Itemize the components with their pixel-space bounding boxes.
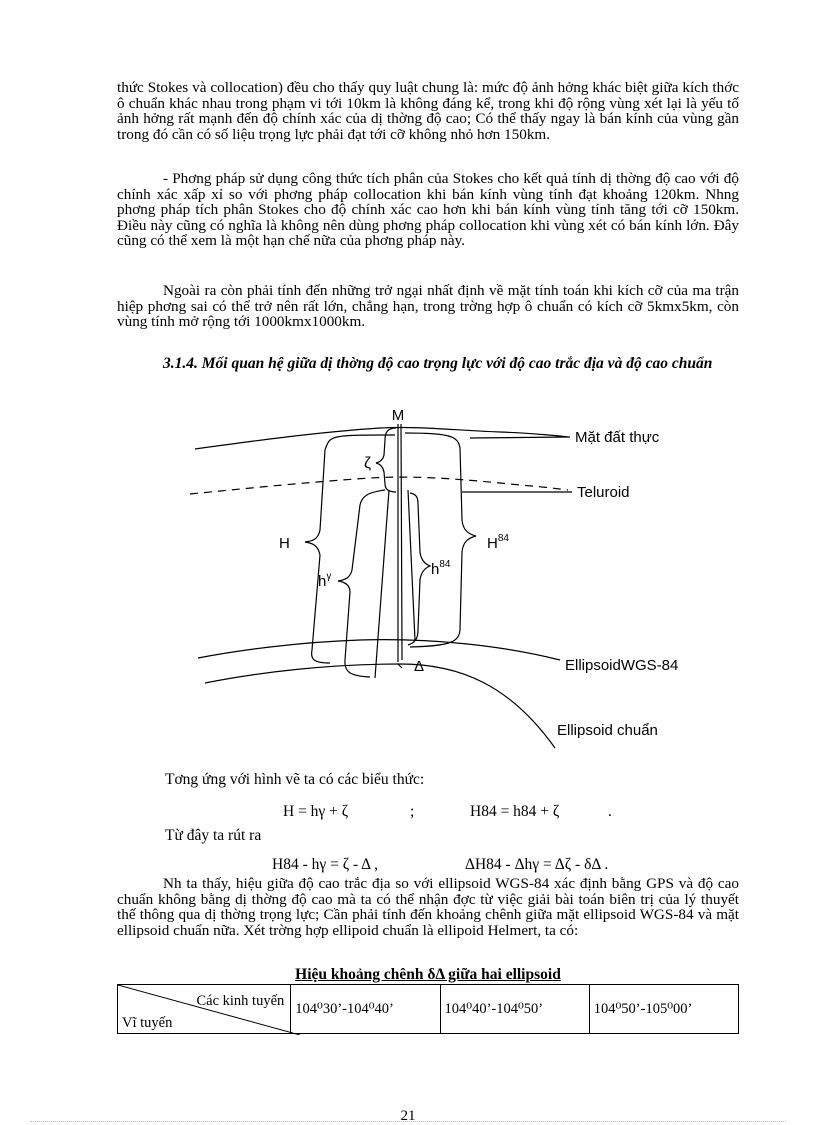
ellipsoid-wgs84-label: EllipsoidWGS-84 xyxy=(565,657,679,674)
text-correspond: Tơng ứng với hình vẽ ta có các biểu thức: xyxy=(165,771,425,788)
terrain-surface-line xyxy=(195,427,568,449)
text-derive: Từ đây ta rút ra xyxy=(165,827,262,844)
brace-h-gamma xyxy=(338,490,385,677)
paragraph-stokes-method: - Phơng pháp sử dụng công thức tích phân của Stokes cho kết quả tính dị thờng độ cao với độ chính xác xấp xỉ so với phơng pháp collocation khi bán kính vùng tính đạt khoảng 120km. Nhng phơng pháp tích phân Stokes cho độ chính xác cao hơn khi bán kính vùng tính tăng tới cỡ 150km. Điều này cũng có nghĩa là không nên dùng phơng pháp collocation khi vùng xét có bán kính lớn. Đây cũng có thể xem là một hạn chế nữa của phơng pháp này. xyxy=(117,170,739,250)
surface-label: Mặt đất thực xyxy=(575,429,660,446)
teluroid-label: Teluroid xyxy=(577,484,630,501)
table-column-header: 104⁰30’-104⁰40’ xyxy=(291,985,440,1034)
brace-H84 xyxy=(405,433,476,647)
H84-label: $H^{84}$ xyxy=(487,533,509,552)
ellipsoid-difference-table xyxy=(117,984,739,1034)
h84-label: $h^{84}$ xyxy=(431,559,451,578)
point-label-m: M xyxy=(391,407,405,424)
normal-line-right xyxy=(408,490,415,640)
equation-2-right: ΔH84 - Δhγ = Δζ - δΔ . xyxy=(465,856,609,873)
table-title: Hiệu khoảng chênh δΔ giữa hai ellipsoid xyxy=(295,966,561,983)
equation-1-separator: ; xyxy=(410,803,415,820)
normal-line-left xyxy=(375,490,389,678)
table-column-header: 104⁰40’-104⁰50’ xyxy=(440,985,589,1034)
page-number: 21 xyxy=(400,1108,416,1124)
ellipsoid-standard-line xyxy=(205,664,555,748)
ellipsoid-wgs84-line xyxy=(198,640,560,660)
table-column-header: 104⁰50’-105⁰00’ xyxy=(589,985,738,1034)
delta-symbol: Δ xyxy=(414,658,425,675)
brace-zeta xyxy=(376,428,396,492)
ellipsoid-standard-label: Ellipsoid chuẩn xyxy=(557,722,658,739)
H-label: H xyxy=(279,535,290,552)
table-corner-cell xyxy=(118,985,291,1034)
equation-1-left: H = hγ + ζ xyxy=(283,803,349,820)
equation-1-right: H84 = h84 + ζ xyxy=(470,803,560,820)
brace-H xyxy=(305,435,395,663)
paragraph-matrix-limit: Ngoài ra còn phải tính đến những trở ngại nhất định về mặt tính toán khi kích cỡ của ma trận hiệp phơng sai có thể trở nên rất lớn, chẳng hạn, trong trờng hợp ô chuẩn có kích cỡ 5kmx5km, còn vùng tính mở rộng tới 1000kmx1000km. xyxy=(117,282,739,331)
equation-2-left: H84 - hγ = ζ - Δ , xyxy=(272,856,379,873)
height-diagram xyxy=(0,400,816,760)
equation-1-end: . xyxy=(608,803,612,820)
zeta-symbol: ζ xyxy=(364,455,372,472)
paragraph-intro: thức Stokes và collocation) đều cho thấy quy luật chung là: mức độ ảnh hởng khác biệt giữa kích thớc ô chuẩn khác nhau trong phạm vi tới 10km là không đáng kể, trong khi độ rộng vùng xét lại là yếu tố ảnh hởng rất mạnh đến độ chính xác của dị thờng độ cao; Có thể thấy ngay là bán kính của vùng gần trong đó cần có số liệu trọng lực phải đạt tới cỡ không nhỏ hơn 150km. xyxy=(117,79,739,143)
paragraph-gps-difference: Nh ta thấy, hiệu giữa độ cao trắc địa so với ellipsoid WGS-84 xác định bằng GPS và độ cao chuẩn không bằng dị thờng độ cao mà ta có thể nhận đợc từ việc giải bài toán biên trị của lý thuyết thế thông qua dị thờng trọng lực; Cần phải tính đến khoảng chênh giữa mặt ellipsoid WGS-84 và mặt ellipsoid chuẩn nữa. Xét trờng hợp ellipoid chuẩn là ellipoid Helmert, ta có: xyxy=(117,875,739,939)
section-heading: 3.1.4. Mối quan hệ giữa dị thờng độ cao trọng lực với độ cao trắc địa và độ cao chuẩn xyxy=(163,355,713,372)
header-meridian-label: Các kinh tuyến xyxy=(196,993,285,1009)
h-gamma-label: $h^\gamma$ xyxy=(318,571,332,590)
header-latitude-label: Vĩ tuyến xyxy=(122,1015,173,1031)
footer-divider xyxy=(30,1121,786,1122)
